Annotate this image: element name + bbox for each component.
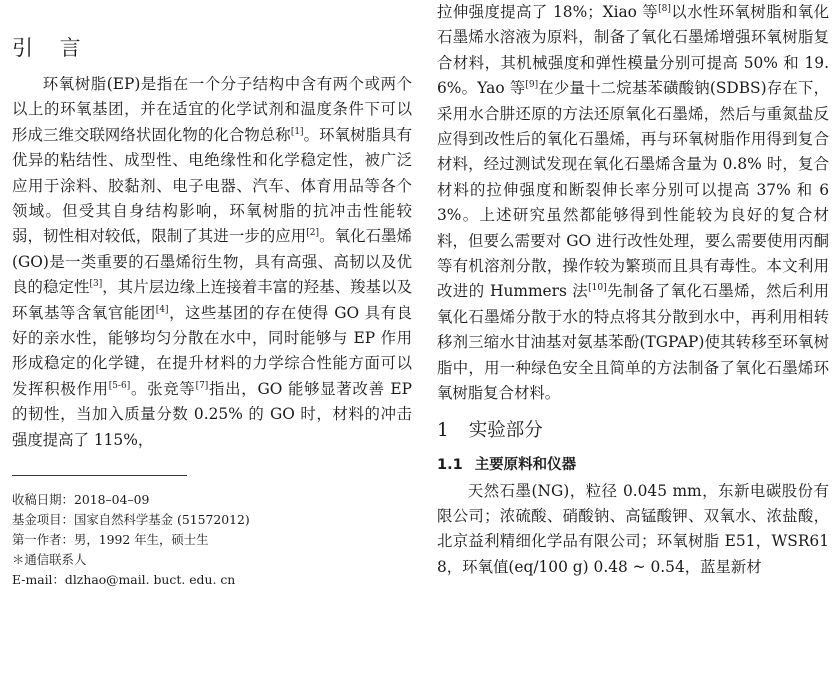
text-run: 。氧化石墨烯(GO)是一类重要的石墨烯衍生物，具有高强、高韧以及优良的稳定性 xyxy=(12,227,412,297)
section-number: 1 xyxy=(437,419,449,441)
footnote-corresponding: ＊通信联系人 xyxy=(12,552,87,568)
footnote-fund: 基金项目：国家自然科学基金 (51572012) xyxy=(12,512,250,528)
text-run: 指出，GO 能够显著改善 EP 的韧性，当加入质量分数 0.25% 的 GO 时，材料的冲击强度提高了 115%， xyxy=(12,379,412,449)
text-run: 先制备了氧化石墨烯，然后利用氧化石墨烯分散于水的特点将其分散到水中，再利用相转移剂三缩水甘油基对氨基苯酚(TGPAP)使其转移至环氧树脂中，用一种绿色安全且简单的方法制备了氧化石墨烯环氧树脂复合材料。 xyxy=(437,282,829,403)
text-run: ，这些基团的存在使得 GO 具有良好的亲水性，能够均匀分散在水中，同时能够与 EP 作用形成稳定的化学键，在提升材料的力学综合性能方面可以发挥积极作用 xyxy=(12,303,412,398)
text-run: 拉伸强度提高了 18%；Xiao 等 xyxy=(437,3,659,21)
section-title-intro: 引 言 xyxy=(12,36,91,60)
citation-ref: [9] xyxy=(525,80,539,91)
text-run: 以水性环氧树脂和氧化石墨烯水溶液为原料，制备了氧化石墨烯增强环氧树脂复合材料，其机械强度和弹性模量分别可提高 50% 和 19.6%。Yao 等 xyxy=(437,3,829,98)
materials-paragraph: 天然石墨(NG)，粒径 0.045 mm，东新电碳股份有限公司；浓硫酸、硝酸钠、高锰酸钾、双氧水、浓盐酸，北京益利精细化学品有限公司；环氧树脂 E51，WSR618，环氧值(eq/100 g) 0.48 ~ 0.54，蓝星新材 xyxy=(437,481,829,576)
text-run: 。环氧树脂具有优异的粘结性、成型性、电绝缘性和化学稳定性，被广泛应用于涂料、胶黏剂、电子电器、汽车、体育用品等各个领域。但受其自身结构影响，环氧树脂的抗冲击性能较弱，韧性相对较低，限制了其进一步的应用 xyxy=(12,125,412,246)
text-run: ，其片层边缘上连接着丰富的羟基、羧基以及环氧基等含氧官能团 xyxy=(12,278,412,322)
footnote-received-date: 收稿日期：2018–04–09 xyxy=(12,492,150,508)
left-column xyxy=(12,0,412,590)
footnote-email: E-mail：dlzhao@mail. buct. edu. cn xyxy=(12,572,236,588)
right-column xyxy=(437,0,829,580)
intro-paragraph-1 xyxy=(12,72,412,453)
subsection-number: 1.1 xyxy=(437,456,463,473)
citation-ref: [4] xyxy=(155,304,169,315)
footnotes xyxy=(12,490,412,590)
subsection-heading-text: 主要原料和仪器 xyxy=(474,456,577,473)
footnote-first-author: 第一作者：男，1992 年生，硕士生 xyxy=(12,532,209,548)
section-heading-experimental xyxy=(437,417,829,445)
citation-ref: [2] xyxy=(306,228,320,239)
citation-ref: [1] xyxy=(290,126,304,137)
citation-ref: [3] xyxy=(89,279,103,290)
section-heading-text: 实验部分 xyxy=(468,419,543,441)
citation-ref: [8] xyxy=(658,4,671,14)
footnote-rule xyxy=(12,475,187,476)
citation-ref: [5-6] xyxy=(108,380,131,391)
citation-ref: [10] xyxy=(588,283,607,294)
citation-ref: [7] xyxy=(195,380,209,391)
text-run: 在少量十二烷基苯磺酸钠(SDBS)存在下，采用水合肼还原的方法还原氧化石墨烯，然后与重氮盐反应得到改性后的氧化石墨烯，再与环氧树脂作用得到复合材料，经过测试发现在氧化石墨烯含量为 0.8% 时，复合材料的拉伸强度和断裂伸长率分别可以提高 37% 和 63%。上述研究虽然都能够得到性能较为良好的复合材料，但要么需要对 GO 进行改性处理，要么需要使用丙酮等有机溶剂分散，操作较为繁琐而且具有毒性。本文利用改进的 Hummers 法 xyxy=(437,79,829,301)
subsection-heading-materials xyxy=(437,453,829,477)
intro-paragraph-continued xyxy=(437,0,829,407)
text-run: 。张竞等 xyxy=(130,379,196,398)
text-run: 环氧树脂(EP)是指在一个分子结构中含有两个或两个以上的环氧基团，并在适宜的化学试剂和温度条件下可以形成三维交联网络状固化物的化合物总称 xyxy=(12,75,412,144)
